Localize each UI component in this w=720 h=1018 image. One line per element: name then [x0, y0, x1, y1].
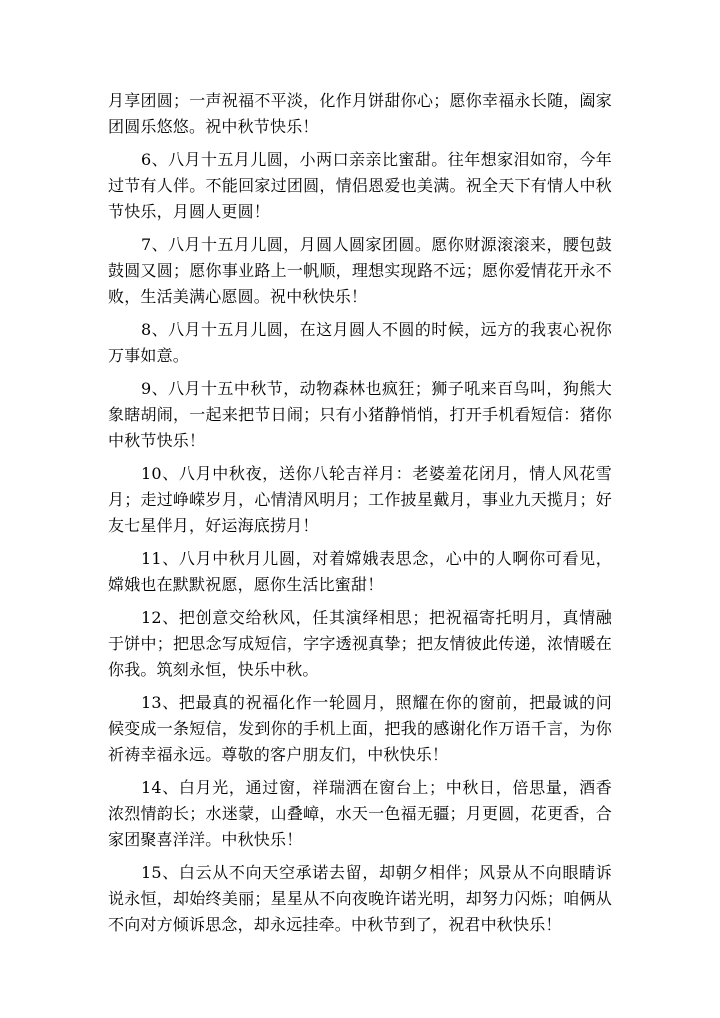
paragraph-item-7: 7、八月十五月儿圆，月圆人圆家团圆。愿你财源滚滚来，腰包鼓鼓圆又圆；愿你事业路上一帆顺，理想实现路不远；愿你爱情花开永不败，生活美满心愿圆。祝中秋快乐！ [108, 235, 612, 306]
paragraph-item-6: 6、八月十五月儿圆，小两口亲亲比蜜甜。往年想家泪如帘，今年过节有人伴。不能回家过团圆，情侣恩爱也美满。祝全天下有情人中秋节快乐，月圆人更圆！ [108, 150, 612, 221]
paragraph-item-9: 9、八月十五中秋节，动物森林也疯狂；狮子吼来百鸟叫，狗熊大象瞎胡闹，一起来把节日闹；只有小猪静悄悄，打开手机看短信：猪你中秋节快乐！ [108, 379, 612, 450]
paragraph-item-15: 15、白云从不向天空承诺去留，却朝夕相伴；风景从不向眼睛诉说永恒，却始终美丽；星星从不向夜晚许诺光明，却努力闪烁；咱俩从不向对方倾诉思念，却永远挂牵。中秋节到了，祝君中秋快乐！ [108, 863, 612, 934]
paragraph-item-8: 8、八月十五月儿圆，在这月圆人不圆的时候，远方的我衷心祝你万事如意。 [108, 320, 612, 365]
paragraph-item-11: 11、八月中秋月儿圆，对着嫦娥表思念，心中的人啊你可看见，嫦娥也在默默祝愿，愿你生活比蜜甜！ [108, 549, 612, 594]
paragraph-item-10: 10、八月中秋夜，送你八轮吉祥月：老婆羞花闭月，情人风花雪月；走过峥嵘岁月，心情清风明月；工作披星戴月，事业九天揽月；好友七星伴月，好运海底捞月！ [108, 464, 612, 535]
paragraph-item-12: 12、把创意交给秋风，任其演绎相思；把祝福寄托明月，真情融于饼中；把思念写成短信，字字透视真挚；把友情彼此传递，浓情暖在你我。筑刻永恒，快乐中秋。 [108, 608, 612, 679]
paragraph-item-14: 14、白月光，通过窗，祥瑞洒在窗台上；中秋日，倍思量，酒香浓烈情韵长；水迷蒙，山叠嶂，水天一色福无疆；月更圆，花更香，合家团聚喜洋洋。中秋快乐！ [108, 778, 612, 849]
paragraph-item-13: 13、把最真的祝福化作一轮圆月，照耀在你的窗前，把最诚的问候变成一条短信，发到你的手机上面，把我的感谢化作万语千言，为你祈祷幸福永远。尊敬的客户朋友们，中秋快乐！ [108, 693, 612, 764]
paragraph-continued: 月享团圆；一声祝福不平淡，化作月饼甜你心；愿你幸福永长随，阖家团圆乐悠悠。祝中秋节快乐！ [108, 91, 612, 136]
document-body [108, 88, 612, 945]
